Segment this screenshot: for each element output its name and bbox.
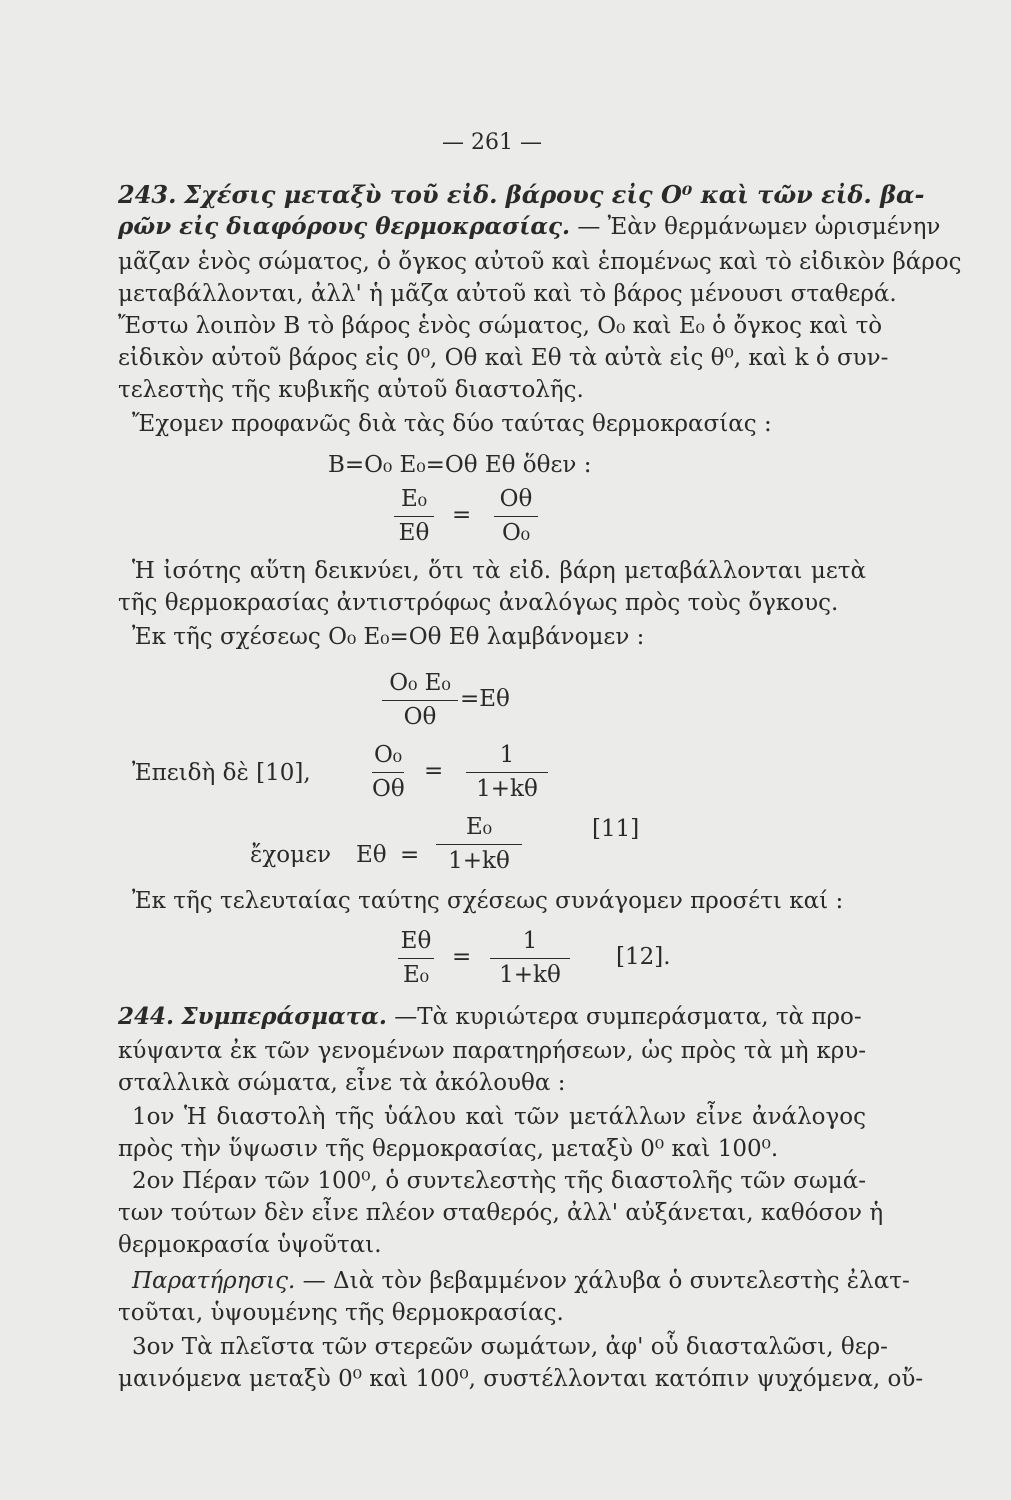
list-item-3: 3ον Τὰ πλεῖστα τῶν στερεῶν σωμάτων, ἀφ' οὗ διασταλῶσι, θερ- [132, 1334, 888, 1360]
paragraph-line: τελεστὴς τῆς κυβικῆς αὐτοῦ διαστολῆς. [118, 377, 584, 403]
fraction-e0-over [436, 814, 522, 878]
equals-sign: = [424, 758, 444, 784]
section-244-heading [118, 1002, 866, 1032]
paragraph-line: Ἡ ἰσότης αὕτη δεικνύει, ὅτι τὰ εἰδ. βάρη μεταβάλλονται μετὰ [132, 558, 866, 584]
fraction-etheta-e0 [398, 928, 434, 992]
paragraph-line: μεταβάλλονται, ἀλλ' ἡ μᾶζα αὐτοῦ καὶ τὸ βάρος μένουσι σταθερά. [118, 281, 897, 307]
fraction-o0-otheta [372, 742, 404, 806]
paragraph-line: Ἔστω λοιπὸν B τὸ βάρος ἑνὸς σώματος, O₀ καὶ E₀ ὁ ὄγκος καὶ τὸ [118, 313, 883, 339]
fraction-bar [494, 516, 538, 517]
paragraph-line: μᾶζαν ἑνὸς σώματος, ὁ ὄγκος αὐτοῦ καὶ ἑπομένως καὶ τὸ εἰδικὸν βάρος [118, 249, 962, 275]
denominator: 1+kθ [476, 776, 538, 802]
paragraph-line: σταλλικὰ σώματα, εἶνε τὰ ἀκόλουθα : [118, 1070, 566, 1096]
numerator: E₀ [465, 814, 492, 840]
numerator: Eθ [400, 928, 432, 954]
equals-sign: = [400, 842, 420, 868]
numerator: 1 [522, 928, 538, 954]
fraction-rhs [494, 486, 538, 550]
paragraph-line: Ἐκ τῆς τελευταίας ταύτης σχέσεως συνάγομεν προσέτι καί : [132, 888, 844, 914]
equation-reference: [12]. [616, 944, 671, 970]
fraction-bar [436, 844, 522, 845]
equation-rhs: =Eθ [460, 686, 510, 712]
numerator: E₀ [400, 486, 427, 512]
section-244-number: 244. [118, 1003, 175, 1030]
fraction-bar [398, 958, 434, 959]
fraction-lhs [394, 486, 434, 550]
denominator: O₀ [501, 520, 531, 546]
list-item-2: 2ον Πέραν τῶν 100⁰, ὁ συντελεστὴς τῆς διαστολῆς τῶν σωμά- [132, 1168, 866, 1194]
note-label: Παρατήρησις. [132, 1268, 296, 1294]
numerator: O₀ [373, 742, 403, 768]
numerator: 1 [499, 742, 515, 768]
list-item-2-cont: των τούτων δὲν εἶνε πλέον σταθερός, ἀλλ' αὐξάνεται, καθόσον ἡ [118, 1200, 884, 1226]
paragraph-line: κύψαντα ἐκ τῶν γενομένων παρατηρήσεων, ὡς πρὸς τὰ μὴ κρυ- [118, 1038, 866, 1064]
paragraph-line: εἰδικὸν αὐτοῦ βάρος εἰς 0⁰, Oθ καὶ Eθ τὰ αὐτὰ εἰς θ⁰, καὶ k ὁ συν- [118, 345, 889, 371]
section-244-intro: —Τὰ κυριώτερα συμπεράσματα, τὰ προ- [394, 1004, 862, 1030]
denominator: Eθ [398, 520, 430, 546]
equation-lhs: Eθ [356, 842, 387, 868]
list-item-3-cont: μαινόμενα μεταξὺ 0⁰ καὶ 100⁰, συστέλλονται κατόπιν ψυχόμενα, οὔ- [118, 1366, 924, 1392]
paragraph-line: τῆς θερμοκρασίας ἀντιστρόφως ἀναλόγως πρὸς τοὺς ὄγκους. [118, 590, 839, 616]
fraction-bar [372, 772, 404, 773]
fraction-bar [382, 700, 458, 701]
section-243-heading-2 [118, 212, 941, 242]
section-243-heading [118, 180, 925, 210]
fraction-bar [490, 958, 570, 959]
note-line [132, 1266, 910, 1296]
denominator: Oθ [403, 704, 437, 730]
fraction-one-over-2 [490, 928, 570, 992]
denominator: 1+kθ [448, 848, 510, 874]
equals-sign: = [452, 502, 472, 528]
list-item-1: 1ον Ἡ διαστολὴ τῆς ὑάλου καὶ τῶν μετάλλων εἶνε ἀνάλογος [132, 1104, 866, 1130]
note-text: — Διὰ τὸν βεβαμμένον χάλυβα ὁ συντελεστὴς ἐλατ- [302, 1268, 910, 1294]
since-label: Ἐπειδὴ δὲ [10], [132, 760, 311, 786]
page-number: — 261 — [442, 130, 542, 155]
equals-sign: = [452, 944, 472, 970]
denominator: 1+kθ [499, 962, 561, 988]
denominator: E₀ [402, 962, 429, 988]
fraction-bar [394, 516, 434, 517]
fraction-o0e0 [382, 670, 458, 734]
section-243-number: 243. [118, 180, 177, 209]
section-244-title: Συμπεράσματα. [181, 1003, 387, 1030]
equation-1: B=O₀ E₀=Oθ Eθ ὅθεν : [328, 452, 592, 478]
section-243-title-b: ρῶν εἰς διαφόρους θερμοκρασίας. [118, 213, 571, 240]
paragraph-line: Ἔχομεν προφανῶς διὰ τὰς δύο ταύτας θερμοκρασίας : [132, 411, 772, 437]
denominator: Oθ [372, 776, 405, 802]
equation-reference: [11] [592, 816, 640, 842]
list-item-1-cont: πρὸς τὴν ὕψωσιν τῆς θερμοκρασίας, μεταξὺ 0⁰ καὶ 100⁰. [118, 1136, 779, 1162]
section-243-intro: — Ἐὰν θερμάνωμεν ὡρισμένην [577, 214, 941, 240]
paragraph-line: Ἐκ τῆς σχέσεως O₀ E₀=Oθ Eθ λαμβάνομεν : [132, 624, 645, 650]
numerator: Oθ [499, 486, 533, 512]
fraction-one-over [466, 742, 548, 806]
list-item-2-cont: θερμοκρασία ὑψοῦται. [118, 1232, 382, 1258]
numerator: O₀ E₀ [389, 670, 451, 696]
fraction-bar [466, 772, 548, 773]
section-243-title-a: Σχέσις μεταξὺ τοῦ εἰδ. βάρους εἰς O⁰ καὶ τῶν εἰδ. βα- [184, 180, 925, 209]
note-line-2: τοῦται, ὑψουμένης τῆς θερμοκρασίας. [118, 1300, 564, 1326]
have-label: ἔχομεν [250, 842, 331, 868]
